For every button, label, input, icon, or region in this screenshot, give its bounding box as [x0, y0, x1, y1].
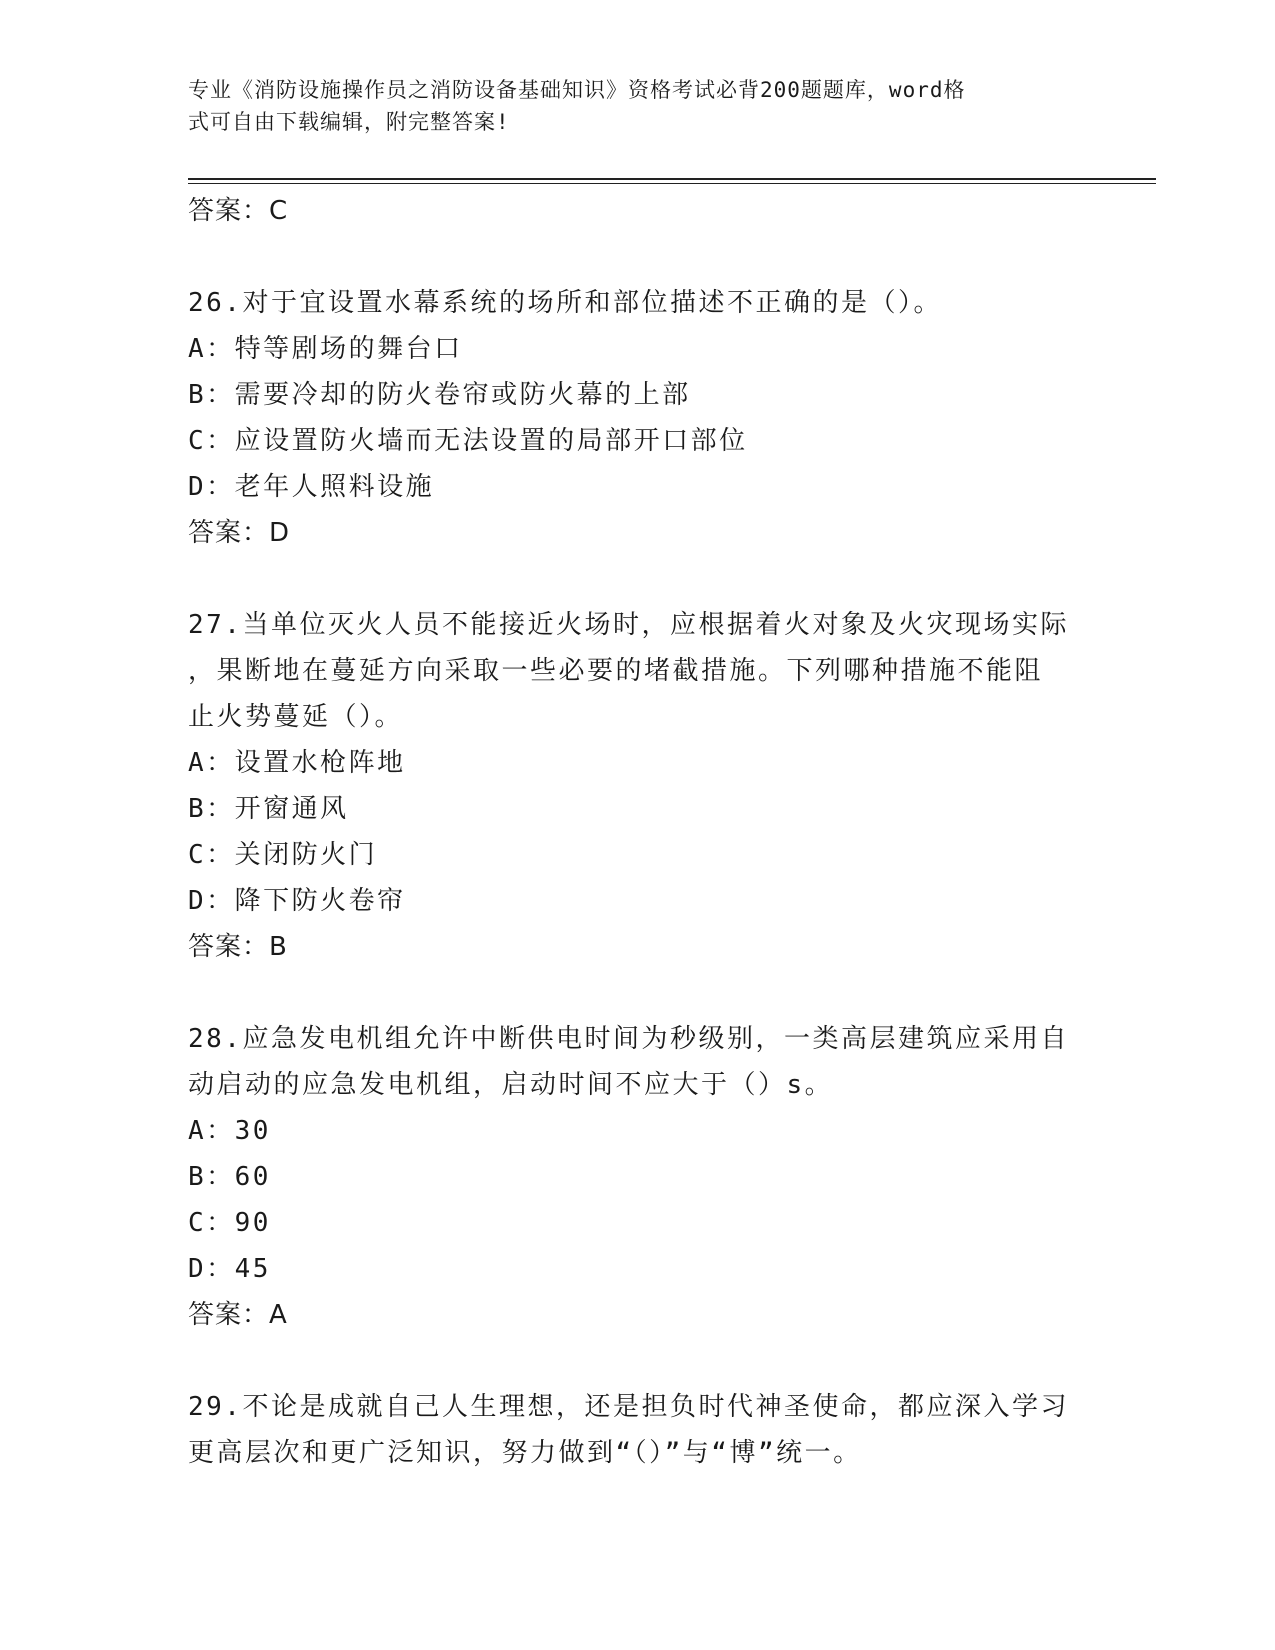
question-stem-line-3: 止火势蔓延（）。: [188, 702, 404, 732]
question-list: [188, 188, 1088, 1476]
header-line-1: 专业《消防设施操作员之消防设备基础知识》资格考试必背200题题库，word格: [188, 78, 966, 102]
question-29: [188, 1384, 1088, 1476]
option-a: A：30: [188, 1116, 271, 1146]
question-27: [188, 602, 1088, 970]
option-d: D：老年人照料设施: [188, 472, 435, 502]
answer-25: 答案：C: [188, 196, 289, 226]
question-stem-line-1: 29.不论是成就自己人生理想，还是担负时代神圣使命，都应深入学习: [188, 1392, 1069, 1422]
answer: 答案：D: [188, 518, 291, 548]
header-divider-thin: [188, 183, 1156, 184]
option-c: C：关闭防火门: [188, 840, 378, 870]
option-c: C：应设置防火墙而无法设置的局部开口部位: [188, 426, 748, 456]
question-stem-line-1: 28.应急发电机组允许中断供电时间为秒级别，一类高层建筑应采用自: [188, 1024, 1069, 1054]
option-c: C：90: [188, 1208, 271, 1238]
option-b: B：需要冷却的防火卷帘或防火幕的上部: [188, 380, 691, 410]
answer: 答案：B: [188, 932, 288, 962]
question-stem: 26.对于宜设置水幕系统的场所和部位描述不正确的是（）。: [188, 288, 942, 318]
option-b: B：开窗通风: [188, 794, 349, 824]
question-28: [188, 1016, 1088, 1338]
question-stem-line-2: ，果断地在蔓延方向采取一些必要的堵截措施。下列哪种措施不能阻: [188, 656, 1044, 686]
answer: 答案：A: [188, 1300, 288, 1330]
option-a: A：特等剧场的舞台口: [188, 334, 463, 364]
question-stem-line-2: 更高层次和更广泛知识，努力做到“（）”与“博”统一。: [188, 1438, 862, 1468]
header-divider-thick: [188, 178, 1156, 180]
option-a: A：设置水枪阵地: [188, 748, 406, 778]
option-d: D：降下防火卷帘: [188, 886, 406, 916]
document-header: [188, 74, 1068, 138]
option-b: B：60: [188, 1162, 271, 1192]
question-26: [188, 280, 1088, 556]
option-d: D：45: [188, 1254, 271, 1284]
header-line-2: 式可自由下载编辑，附完整答案!: [188, 110, 510, 134]
question-stem-line-2: 动启动的应急发电机组，启动时间不应大于（）s。: [188, 1070, 834, 1100]
question-stem-line-1: 27.当单位灭火人员不能接近火场时，应根据着火对象及火灾现场实际: [188, 610, 1069, 640]
